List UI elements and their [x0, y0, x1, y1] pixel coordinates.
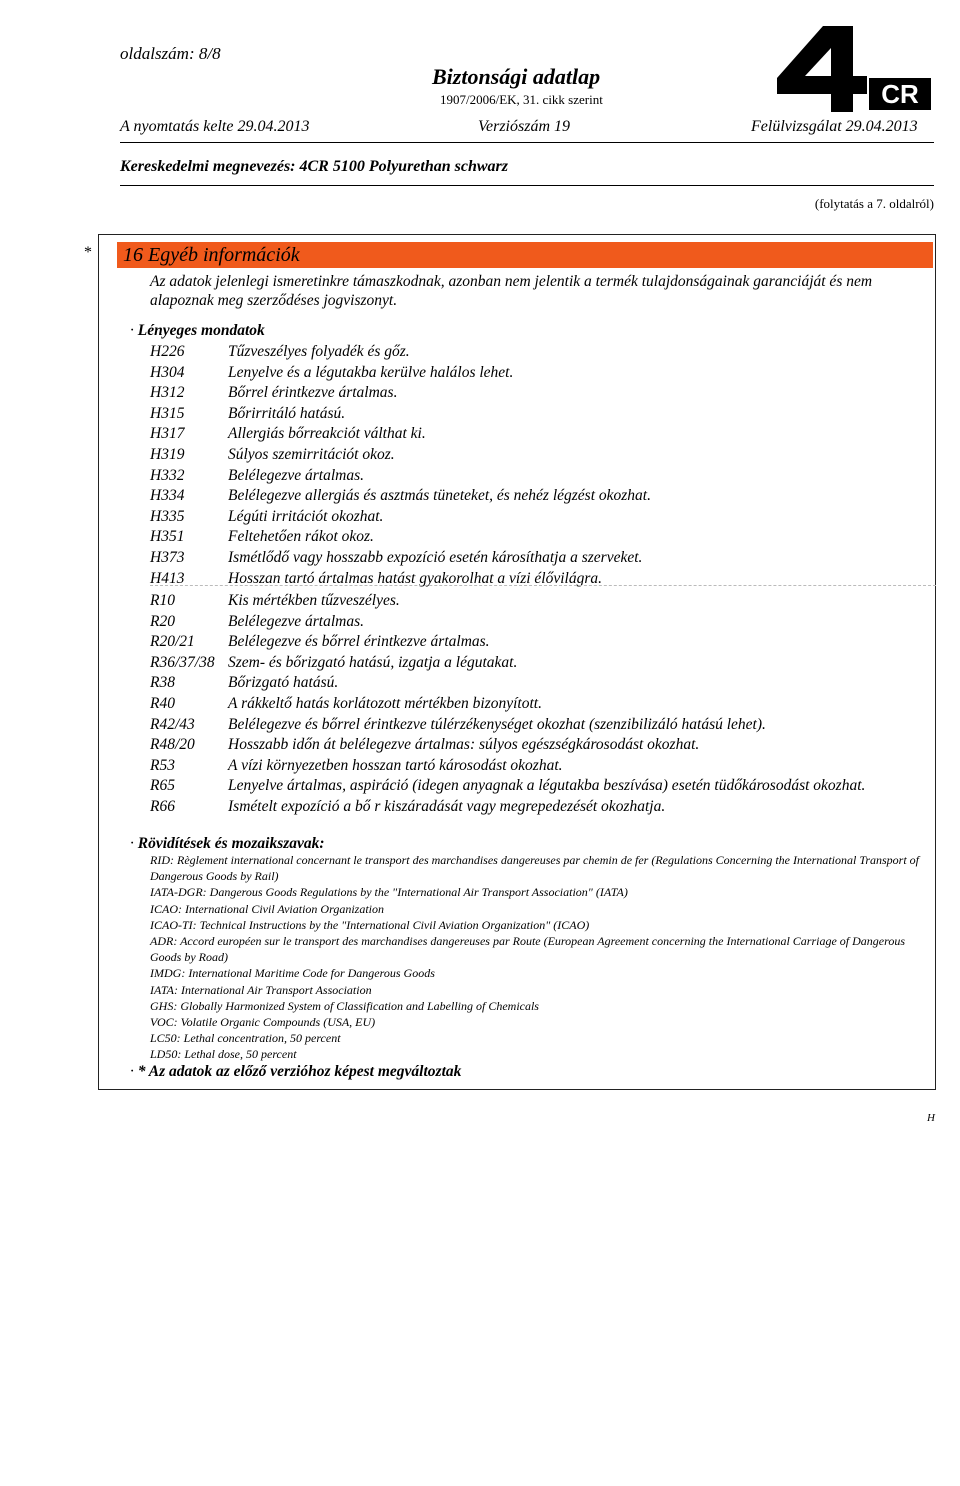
- phrase-text: Belélegezve és bőrrel érintkezve túlérzékenységet okozhat (szenzibilizáló hatású lehet).: [228, 715, 766, 733]
- phrase-row: [150, 776, 936, 797]
- phrase-code: H334: [150, 487, 185, 505]
- phrase-row: [150, 383, 936, 404]
- trade-name: Kereskedelmi megnevezés: 4CR 5100 Polyurethan schwarz: [120, 158, 508, 175]
- abbreviation-item: ICAO: International Civil Aviation Organization: [150, 901, 384, 916]
- phrase-code: R20/21: [150, 633, 195, 651]
- phrase-code: R42/43: [150, 715, 195, 733]
- phrase-text: Hosszabb időn át belélegezve ártalmas: súlyos egészségkárosodást okozhat.: [228, 736, 700, 754]
- phrase-row: [150, 486, 936, 507]
- change-marker: *: [84, 244, 92, 261]
- version-number: Verziószám 19: [478, 118, 571, 135]
- phrase-code: H315: [150, 404, 185, 422]
- phrase-row: [150, 756, 936, 777]
- abbreviations-heading: [130, 835, 325, 853]
- phrase-row: [150, 735, 936, 756]
- phrase-text: Bőrirritáló hatású.: [228, 404, 346, 422]
- phrase-code: H304: [150, 363, 185, 381]
- phrase-row: [150, 404, 936, 425]
- phrase-text: Bőrrel érintkezve ártalmas.: [228, 384, 398, 402]
- phrase-text: Ismétlődő vagy hosszabb expozíció esetén károsíthatja a szerveket.: [228, 548, 643, 566]
- header-divider: [120, 142, 934, 143]
- phrase-row: [150, 694, 936, 715]
- changes-note: [130, 1063, 461, 1081]
- document-title: Biztonsági adatlap: [432, 64, 601, 89]
- abbreviations-list: [150, 852, 936, 1063]
- phrase-code: H332: [150, 466, 185, 484]
- section-title: 16 Egyéb információk: [117, 242, 933, 268]
- phrase-code: R10: [150, 592, 175, 609]
- bullet-dot: ·: [130, 1063, 134, 1080]
- relevant-phrases-heading: [130, 322, 265, 340]
- phrase-text: Bőrizgató hatású.: [228, 674, 339, 692]
- page-number: oldalszám: 8/8: [120, 44, 221, 63]
- abbreviation-item: ADR: Accord européen sur le transport des marchandises dangereuses par Route (European Agreement concerning the International Carriage of Dangerous Goods by Road): [150, 934, 905, 965]
- phrase-text: A vízi környezetben hosszan tartó károsodást okozhat.: [228, 756, 563, 774]
- print-date: A nyomtatás kelte 29.04.2013: [120, 118, 310, 135]
- phrase-text: Ismételt expozíció a bő r kiszáradását vagy megrepedezését okozhatja.: [228, 797, 666, 815]
- abbreviation-item: IATA: International Air Transport Association: [150, 982, 372, 997]
- phrase-text: Belélegezve ártalmas.: [228, 466, 365, 484]
- phrase-text: Lenyelve és a légutakba kerülve halálos lehet.: [228, 363, 514, 381]
- phrase-text: Súlyos szemirritációt okoz.: [228, 445, 395, 463]
- changes-note-label: * Az adatok az előző verzióhoz képest megváltoztak: [137, 1063, 462, 1080]
- document-subtitle: 1907/2006/EK, 31. cikk szerint: [440, 92, 603, 107]
- phrase-row: [150, 797, 936, 818]
- phrase-code: H317: [150, 425, 185, 443]
- trade-name-divider: [120, 185, 934, 186]
- phrase-text: Légúti irritációt okozhat.: [228, 507, 384, 525]
- phrase-code: H312: [150, 384, 185, 402]
- phrase-row: [150, 342, 936, 363]
- phrase-row: [150, 612, 936, 633]
- abbreviation-item: LC50: Lethal concentration, 50 percent: [150, 1031, 341, 1046]
- phrase-text: Lenyelve ártalmas, aspiráció (idegen anyagnak a légutakba beszívása) esetén tüdőkárosodást okozhat.: [228, 777, 866, 795]
- phrase-text: Belélegezve ártalmas.: [228, 612, 365, 630]
- svg-text:CR: CR: [881, 79, 919, 109]
- abbreviations-label: Rövidítések és mozaikszavak:: [137, 835, 325, 852]
- phrase-code: H226: [150, 343, 185, 360]
- phrase-row: [150, 507, 936, 528]
- phrase-row: [150, 548, 936, 569]
- phrase-row: [150, 673, 936, 694]
- continued-note: (folytatás a 7. oldalról): [814, 196, 934, 211]
- phrase-code: H319: [150, 445, 185, 463]
- abbreviation-item: RID: Règlement international concernant le transport des marchandises dangereuses par chemin de fer (Regulations Concerning the International Transport of Dangerous Goods by Rail): [150, 853, 920, 884]
- risk-phrases-list: [150, 591, 936, 818]
- dashed-divider: [150, 585, 936, 586]
- revision-date: Felülvizsgálat 29.04.2013: [751, 118, 918, 135]
- phrase-code: R53: [150, 756, 175, 774]
- phrase-row: [150, 653, 936, 674]
- phrase-text: Tűzveszélyes folyadék és gőz.: [228, 343, 410, 360]
- abbreviation-item: ICAO-TI: Technical Instructions by the "International Civil Aviation Organization" (ICAO): [150, 917, 590, 932]
- phrase-row: [150, 445, 936, 466]
- phrase-code: R36/37/38: [150, 653, 215, 671]
- phrase-row: [150, 527, 936, 548]
- 4cr-logo: [775, 26, 935, 112]
- phrase-row: [150, 591, 936, 612]
- abbreviation-item: GHS: Globally Harmonized System of Classification and Labelling of Chemicals: [150, 998, 539, 1013]
- phrase-text: A rákkeltő hatás korlátozott mértékben bizonyított.: [228, 694, 542, 712]
- phrase-code: H351: [150, 528, 185, 546]
- phrase-row: [150, 363, 936, 384]
- bullet-dot: ·: [130, 835, 134, 852]
- phrase-code: R40: [150, 694, 175, 712]
- phrase-row: [150, 569, 936, 590]
- disclaimer-text: Az adatok jelenlegi ismeretinkre támaszkodnak, azonban nem jelentik a termék tulajdonságainak garanciáját és nem alapoznak meg szerződéses jogviszonyt.: [150, 273, 873, 309]
- phrase-code: H373: [150, 548, 185, 566]
- phrase-row: [150, 466, 936, 487]
- bullet-dot: ·: [130, 322, 134, 339]
- abbreviation-item: LD50: Lethal dose, 50 percent: [150, 1047, 297, 1062]
- phrase-code: R48/20: [150, 736, 195, 754]
- phrase-code: R38: [150, 674, 175, 692]
- hazard-statements-list: [150, 342, 936, 589]
- abbreviation-item: IMDG: International Maritime Code for Dangerous Goods: [150, 966, 435, 981]
- phrase-code: R66: [150, 797, 175, 815]
- phrase-row: [150, 424, 936, 445]
- abbreviation-item: VOC: Volatile Organic Compounds (USA, EU): [150, 1015, 376, 1030]
- phrase-text: Hosszan tartó ártalmas hatást gyakorolhat a vízi élővilágra.: [228, 569, 603, 587]
- phrase-code: R65: [150, 777, 175, 795]
- phrase-text: Szem- és bőrizgató hatású, izgatja a légutakat.: [228, 653, 518, 671]
- phrase-code: R20: [150, 612, 175, 630]
- phrase-code: H413: [150, 569, 185, 587]
- margin-mark: H: [927, 1112, 935, 1124]
- phrase-text: Allergiás bőrreakciót válthat ki.: [228, 425, 426, 443]
- phrase-text: Kis mértékben tűzveszélyes.: [228, 592, 400, 609]
- phrase-row: [150, 632, 936, 653]
- abbreviation-item: IATA-DGR: Dangerous Goods Regulations by the "International Air Transport Association" (IATA): [150, 885, 628, 900]
- phrase-code: H335: [150, 507, 185, 525]
- phrase-text: Belélegezve és bőrrel érintkezve ártalmas.: [228, 633, 490, 651]
- phrase-row: [150, 715, 936, 736]
- phrase-text: Belélegezve allergiás és asztmás tüneteket, és nehéz légzést okozhat.: [228, 487, 651, 505]
- phrase-text: Feltehetően rákot okoz.: [228, 528, 374, 546]
- relevant-phrases-label: Lényeges mondatok: [137, 322, 265, 339]
